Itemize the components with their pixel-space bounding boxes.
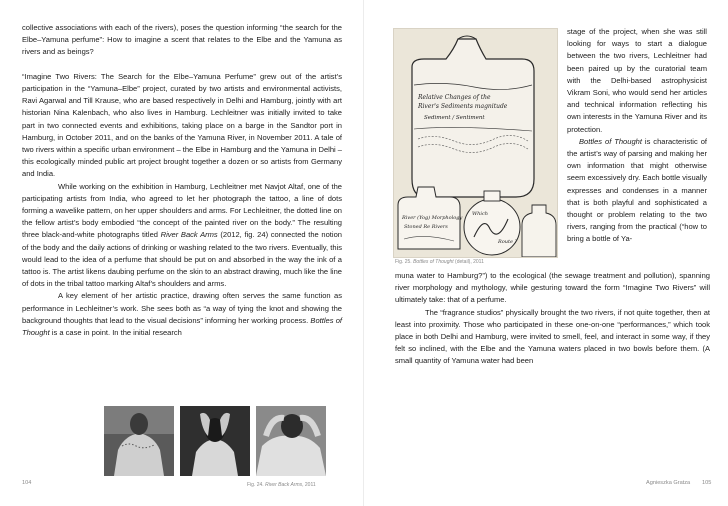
artwork-title: River Back Arms bbox=[160, 230, 218, 240]
caption-title: River Back Arms bbox=[265, 482, 303, 488]
running-footer-author: Agnieszka Gratza bbox=[646, 480, 691, 486]
caption-title: Bottles of Thought bbox=[413, 259, 454, 265]
paragraph-text: (2012, fig. 24) connected the notion of the body and the daily actions of drinking or washing related to the two rivers. Eventually, this would lead to the idea of a perfume that should be put on and absorbed in the way the ink of a tattoo is. The artist likens daubing perfume on the skin to an abstract drawing, much like the line of dots in the tribal tattoo marking Altaf’s shoulders and arms. bbox=[22, 230, 342, 289]
paragraph: The “fragrance studios” physically brought the two rivers, if not quite together, then at least into proximity. Those who participated in these one-on-one “performances,” which took place in both Delhi and Hamburg, were invited to smell, feel, and interact in some way, if they felt so inclined, with the Elbe and the Yamuna waters placed in two bowls before them. (A small quantity of Yamuna water had been bbox=[395, 307, 710, 366]
caption-suffix: , 2011 bbox=[302, 482, 316, 488]
page-number-right: 105 bbox=[702, 480, 712, 486]
drawing-label: Stoned Re Rivers bbox=[404, 224, 448, 230]
drawing-label: Route ? bbox=[498, 239, 518, 245]
photo-back-arms-1 bbox=[104, 406, 174, 476]
artwork-title: Bottles of Thought bbox=[22, 315, 342, 338]
paragraph: muna water to Hamburg?”) to the ecological (the sewage treatment and pollution), spanning river morphology and mythology, while gesturing toward the form “Imagine Two Rivers” will ultimately take: that of a perfume. bbox=[395, 271, 710, 305]
drawing-label: Which bbox=[472, 211, 488, 217]
right-page-wide-column bbox=[395, 270, 710, 368]
bottles-of-thought-drawing bbox=[393, 28, 558, 258]
paragraph: stage of the project, when she was still looking for ways to start a dialogue between the two rivers, Lechleitner had been paired up by the curatorial team with the Delhi-based astrophysicist Vikram Soni, who would send her articles and technical information reflecting his own interests in the Yamuna River and its protection. bbox=[567, 27, 707, 134]
artwork-title: Bottles of Thought bbox=[579, 136, 642, 146]
photo-back-arms-2 bbox=[180, 406, 250, 476]
figure-25-caption bbox=[395, 259, 484, 265]
book-gutter bbox=[363, 0, 364, 506]
drawing-label: Sediment / Sentiment bbox=[424, 115, 485, 121]
paragraph: “Imagine Two Rivers: The Search for the Elbe–Yamuna Perfume” grew out of the artist’s participation in the “Yamuna–Elbe” project, curated by two artists and environmental activists, Ravi Agarwal and Till Krause, who are based respectively in Delhi and Hamburg, jointly with art historian Nina Kalenbach, who also lives in Hamburg. Lechleitner was initially invited to take part in two connected events and exhibitions, taking place on a barge in the Sandtor port in Hamburg, in October 2011, and on the banks of the Yamuna River, in November 2011. A tale of two rivers within a specific urban environment – the Elbe in Hamburg and the Yamuna in Delhi – this ecologically minded public art project brought together a dozen or so artists from Germany and India. bbox=[22, 71, 342, 179]
page-number-left: 104 bbox=[22, 480, 32, 486]
paragraph bbox=[567, 136, 707, 246]
left-page-body bbox=[22, 22, 342, 339]
paragraph-text: is characteristic of the artist’s way of parsing and making her own information that might otherwise seem excessively dry. Each bottle visually expresses and condenses in a manner that is both playful and sophisticated a thought or problem relating to the two rivers, ranging from the practical (“how to bring a bottle of Ya- bbox=[567, 136, 707, 244]
right-page-narrow-column bbox=[567, 26, 707, 246]
caption-prefix: Fig. 25. bbox=[395, 259, 414, 265]
photo-back-arms-3 bbox=[256, 406, 326, 476]
paragraph-text: is a case in point. In the initial research bbox=[49, 328, 182, 338]
drawing-label: Relative Changes of the bbox=[418, 94, 491, 101]
drawing-label: River's Sediments magnitude bbox=[418, 103, 508, 110]
paragraph-text: A key element of her artistic practice, drawing often serves the same function as performance in Lechleitner’s work. She sees both as “a way of tying the knot and showing the background thoughts that lead to the visual decisions” informing her working process. bbox=[22, 291, 342, 325]
paragraph bbox=[22, 290, 342, 339]
paragraph: collective associations with each of the rivers), poses the question informing “the search for the Elbe–Yamuna perfume”: How to imagine a scent that relates to the Elbe and the Yamuna as rivers and as beings? bbox=[22, 23, 342, 57]
paragraph bbox=[22, 181, 342, 291]
drawing-label: River (Yog) Morphology bbox=[402, 215, 463, 221]
caption-prefix: Fig. 24. bbox=[247, 482, 266, 488]
paragraph-text: While working on the exhibition in Hamburg, Lechleitner met Navjot Altaf, one of the participating artists from India, who agreed to let her photograph the tattoo, a line of dots forming a wavelike pattern, on her upper shoulders and arms. For Lechleitner, the dotted line on the fellow artist’s body embodied “the concept of the painted river on the body.” The resulting three black-and-white photographs titled bbox=[22, 181, 342, 240]
caption-suffix: (detail), 2011 bbox=[453, 259, 484, 265]
figure-24-caption bbox=[247, 482, 316, 488]
